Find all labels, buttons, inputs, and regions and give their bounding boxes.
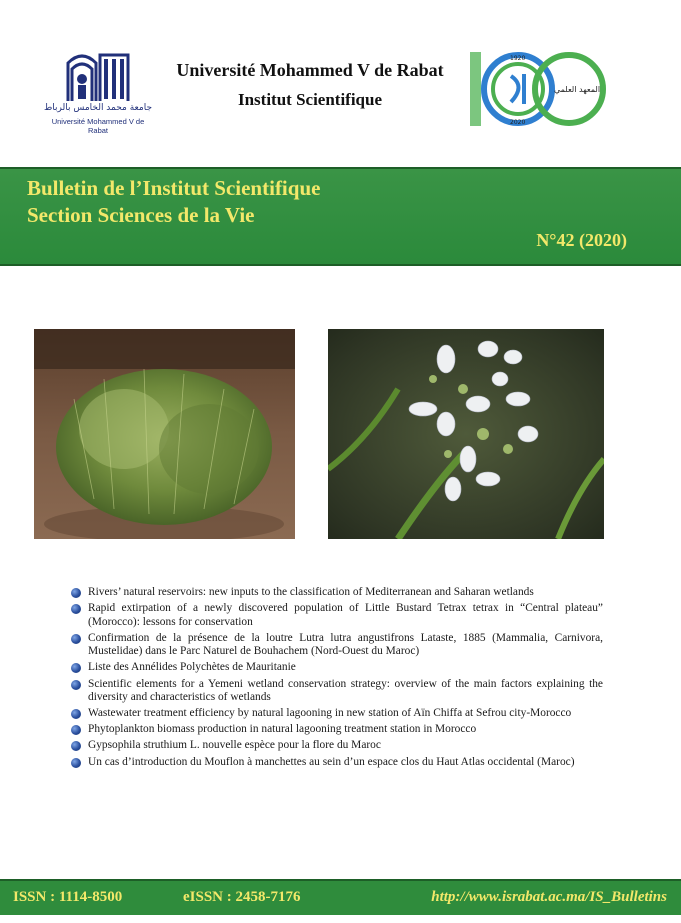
issue-number: N°42 (2020) [536, 230, 627, 250]
bullet-icon [71, 634, 81, 644]
section-title: Section Sciences de la Vie [27, 203, 255, 227]
bullet-icon [71, 663, 81, 673]
list-item [70, 756, 603, 770]
article-title: Liste des Annélides Polychètes de Mauritanie [88, 661, 296, 674]
bulletins-link[interactable]: http://www.israbat.ac.ma/IS_Bulletins [431, 889, 667, 905]
university-name: Université Mohammed V de Rabat [176, 60, 444, 80]
article-title: Scientific elements for a Yemeni wetland conservation strategy: overview of the main factors explaining the diversity and characteristics of wetlands [88, 677, 603, 704]
article-title: Confirmation de la présence de la loutre Lutra lutra angustifrons Lataste, 1885 (Mammalia, Carnivora, Mustelidae) dans le Parc Naturel de Bouhachem (Nord-Ouest du Maroc) [88, 631, 603, 658]
anniversary-arabic-text: المعهد العلمي [554, 85, 601, 94]
footer-band [0, 879, 681, 915]
bullet-icon [71, 680, 81, 690]
bullet-icon [71, 741, 81, 751]
issn-text: ISSN : 1114-8500 [13, 889, 123, 905]
article-title: Un cas d’introduction du Mouflon à manchettes au sein d’un espace clos du Haut Atlas occidental (Maroc) [88, 755, 575, 768]
article-title: Gypsophila struthium L. nouvelle espèce pour la flore du Maroc [88, 739, 381, 752]
header-text [160, 58, 460, 112]
list-item [70, 586, 603, 600]
list-item [70, 739, 603, 753]
photo-flower [328, 329, 604, 539]
list-item [70, 602, 603, 629]
article-title: Wastewater treatment efficiency by natural lagooning in new station of Aïn Chiffa at Sefrou city-Morocco [88, 707, 572, 720]
year-start: 1920 [510, 55, 526, 62]
bullet-icon [71, 709, 81, 719]
eissn-text: eISSN : 2458-7176 [183, 889, 301, 905]
list-item [70, 661, 603, 675]
bullet-icon [71, 758, 81, 768]
article-title: Rapid extirpation of a newly discovered population of Little Bustard Tetrax tetrax in “Central plateau” (Morocco): lessons for conservation [88, 602, 603, 628]
article-title: Rivers’ natural reservoirs: new inputs to the classification of Mediterranean and Saharan wetlands [88, 586, 534, 598]
list-item [70, 707, 603, 721]
university-emblem-icon [42, 45, 154, 103]
article-title: Phytoplankton biomass production in natural lagooning treatment station in Morocco [88, 723, 477, 736]
digit-one-shape [470, 52, 481, 126]
year-end: 2020 [510, 119, 526, 126]
title-band [0, 167, 681, 266]
institute-name: Institut Scientifique [237, 90, 383, 109]
bullet-icon [71, 588, 81, 598]
university-logo [42, 45, 154, 135]
bullet-icon [71, 725, 81, 735]
emblem-mark-shape [511, 74, 524, 104]
university-logo-french-text: Université Mohammed V de Rabat [51, 117, 145, 135]
bulletin-title: Bulletin de l’Institut Scientifique [27, 176, 321, 200]
photo-shrub [34, 329, 295, 539]
list-item [70, 632, 603, 659]
bullet-icon [71, 604, 81, 614]
article-list [70, 586, 603, 772]
university-logo-arabic-text: جامعة محمد الخامس بالرباط [43, 103, 153, 113]
list-item [70, 678, 603, 705]
centenary-logo [466, 46, 606, 130]
list-item [70, 723, 603, 737]
